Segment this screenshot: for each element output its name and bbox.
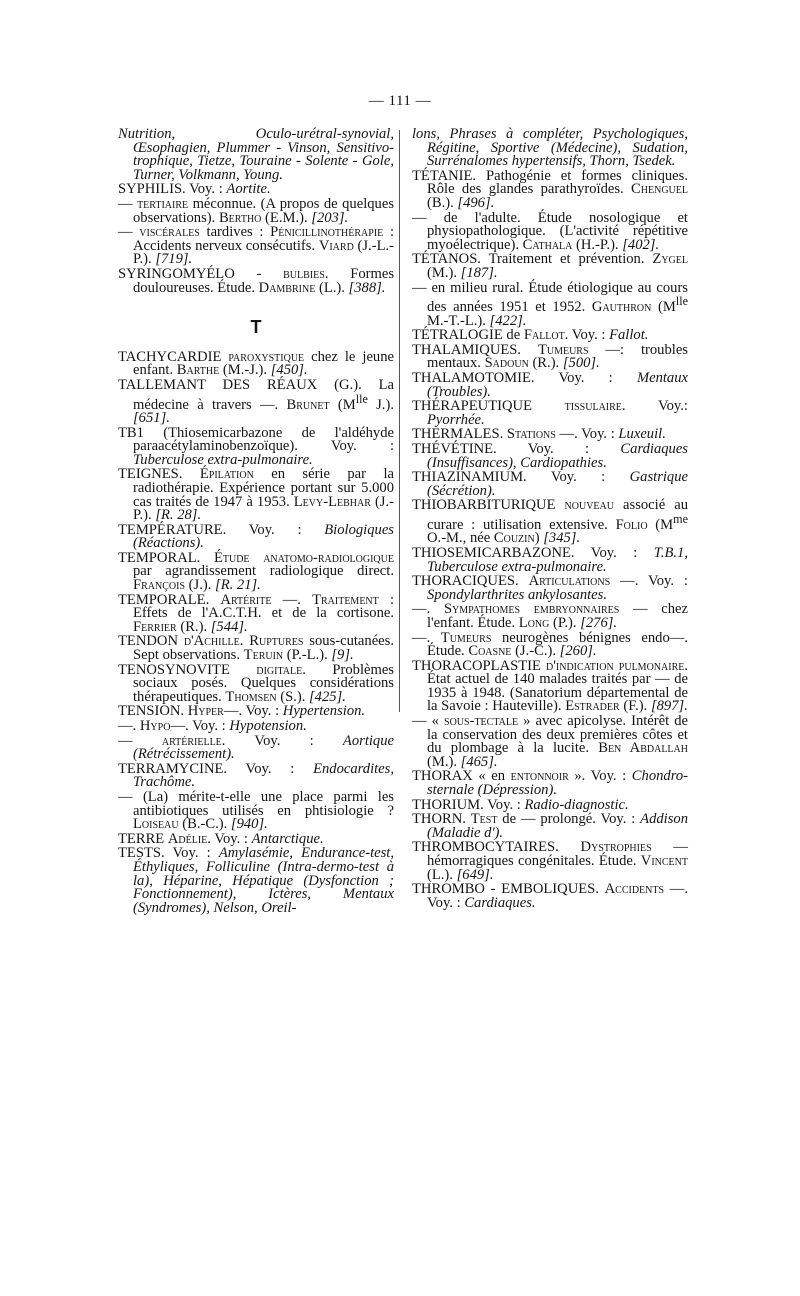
index-entry: TÉTANOS. Traitement et prévention. Zygel (M.). [187]. <box>412 251 688 281</box>
left-entries-before-section <box>118 128 394 295</box>
left-entries-after-section <box>118 348 395 916</box>
index-entry: THORACOPLASTIE d'indication pulmonaire. État actuel de 140 malades traités par — de 1935 à 1948. (Sanatorium départemental de la Savoie : Hauteville). Estrader (F.). [897]. <box>412 657 689 715</box>
index-entry: TESTS. Voy. : Amylasémie, Endurance-test, Éthyliques, Folliculine (Intra-dermo-test à la), Héparine, Hépatique (Dysfonction ; Fonctionnement), Ictères, Mentaux (Syndromes), Nelson, Oreil- <box>118 845 394 916</box>
section-letter: T <box>250 317 262 338</box>
index-entry: —. Tumeurs neurogènes bénignes endo—. Étude. Coasne (J.-C.). [260]. <box>412 629 688 660</box>
index-entry: TALLEMANT DES RÉAUX (G.). La médecine à travers —. Brunet ($M^{lle}$ J.). [651]. <box>118 376 394 426</box>
index-entry: TENSION. Hyper—. Voy. : Hypertension. <box>118 703 366 720</box>
index-entry: TENDON d'Achille. Ruptures sous-cutanées. Sept observations. Teruin (P.-L.). [9]. <box>118 633 394 664</box>
index-entry: TEMPORAL. Étude anatomo-radiologique par agrandissement radiologique direct. François (J.). [R. 21]. <box>118 549 394 594</box>
index-entry: TÉTANIE. Pathogénie et formes cliniques. Rôle des glandes parathyroïdes. Chenguel (B.). [496]. <box>412 167 688 211</box>
index-entry: TEIGNES. Épilation en série par la radiothérapie. Expérience portant sur 5.000 cas traités de 1947 à 1953. Levy-Lebhar (J.-P.). [R. 28]. <box>118 466 394 524</box>
right-entries <box>412 128 688 910</box>
index-entry: — (La) mérite-t-elle une place parmi les antibiotiques utilisés en phtisiologie ? Loiseau (B.-C.). [940]. <box>118 788 394 833</box>
index-entry: THIAZINAMIUM. Voy. : Gastrique (Sécrétion). <box>412 469 688 499</box>
index-entry: SYPHILIS. Voy. : Aortite. <box>118 181 271 198</box>
index-entry: THIOSEMICARBAZONE. Voy. : T.B.1, Tuberculose extra-pulmonaire. <box>412 544 688 575</box>
index-entry: —. Sympathomes embryonnaires — chez l'enfant. Étude. Long (P.). [276]. <box>412 601 688 631</box>
index-entry: THORIUM. Voy. : Radio-diagnostic. <box>412 796 629 813</box>
right-column <box>412 128 688 911</box>
index-entry: TB1 (Thiosemicarbazone de l'aldéhyde paraacétylaminobenzoïque). Voy. : Tuberculose extra-pulmonaire. <box>118 424 394 468</box>
index-entry: TENOSYNOVITE digitale. Problèmes sociaux posés. Quelques considérations thérapeutiques. Thomsen (S.). [425]. <box>118 661 394 705</box>
index-entry: — viscérales tardives : Pénicillinothérapie : Accidents nerveux consécutifs. Viard (J.-L.-P.). [719]. <box>118 224 395 268</box>
index-entry: THROMBO - EMBOLIQUES. Accidents —. Voy. : Cardiaques. <box>412 881 688 911</box>
index-entry: — artérielle. Voy. : Aortique (Rétrécissement). <box>118 732 394 763</box>
page-number: — 111 — <box>368 93 432 109</box>
index-entry: Nutrition, Oculo-urétral-synovial, Œsophagien, Plummer - Vinson, Sensitivo-trophique, Tietze, Touraine - Solente - Gole, Turner, Volkmann, Young. <box>118 126 394 183</box>
index-entry: THROMBOCYTAIRES. Dystrophies — hémorragiques congénitales. Étude. Vincent (L.). [649]. <box>412 839 688 883</box>
index-entry: THALAMIQUES. Tumeurs —: troubles mentaux. Sadoun (R.). [500]. <box>412 341 688 372</box>
index-entry: SYRINGOMYÉLO - bulbies. Formes douloureuses. Étude. Dambrine (L.). [388]. <box>118 265 394 296</box>
index-entry: — tertiaire méconnue. (A propos de quelques observations). Bertho (E.M.). [203]. <box>118 195 394 226</box>
index-entry: THORN. Test de — prolongé. Voy. : Addison (Maladie d'). <box>412 811 688 841</box>
index-entry: THIOBARBITURIQUE nouveau associé au curare : utilisation extensive. Folio ($M^{me}$ O.-M., née Couzin) [345]. <box>412 497 688 547</box>
index-entry: THORACIQUES. Articulations —. Voy. : Spondylarthrites ankylosantes. <box>412 573 688 603</box>
index-entry: THERMALES. Stations —. Voy. : Luxeuil. <box>412 426 666 443</box>
index-entry: THÉRAPEUTIQUE tissulaire. Voy.: Pyorrhée. <box>412 398 688 428</box>
index-entry: TERRE Adélie. Voy. : Antarctique. <box>118 830 324 847</box>
index-entry: — « sous-tectale » avec apicolyse. Intérêt de la conservation des deux premières côtes et du plombage à la lucite. Ben Abdallah (M.). [465]. <box>412 713 689 770</box>
left-column <box>118 128 394 916</box>
column-divider <box>399 130 400 712</box>
index-entry: TÉTRALOGIE de Fallot. Voy. : Fallot. <box>412 327 649 344</box>
index-entry: TACHYCARDIE paroxystique chez le jeune enfant. Barthe (M.-J.). [450]. <box>118 348 394 379</box>
index-entry: THALAMOTOMIE. Voy. : Mentaux (Troubles). <box>412 369 688 400</box>
index-entry: TERRAMYCINE. Voy. : Endocardites, Trachôme. <box>118 760 394 791</box>
index-entry: TEMPÉRATURE. Voy. : Biologiques (Réactions). <box>118 521 394 552</box>
index-entry: lons, Phrases à compléter, Psychologiques, Régitine, Sportive (Médecine), Sudation, Surrénalomes hypertensifs, Thorn, Tsedek. <box>412 126 688 170</box>
index-entry: —. Hypo—. Voy. : Hypotension. <box>118 718 307 735</box>
index-entry: TEMPORALE. Artérite —. Traitement : Effets de l'A.C.T.H. et de la cortisone. Ferrier (R.). [544]. <box>118 591 395 635</box>
index-entry: THÉVÉTINE. Voy. : Cardiaques (Insuffisances), Cardiopathies. <box>412 440 688 471</box>
index-entry: — de l'adulte. Étude nosologique et physiopathologique. (L'activité répétitive myoélectrique). Cathala (H.-P.). [402]. <box>412 209 688 253</box>
index-entry: — en milieu rural. Étude étiologique au cours des années 1951 et 1952. Gauthron ($M^{lle}$ M.-T.-L.). [422]. <box>412 279 688 329</box>
index-entry: THORAX « en entonnoir ». Voy. : Chondro-sternale (Dépression). <box>412 768 689 799</box>
